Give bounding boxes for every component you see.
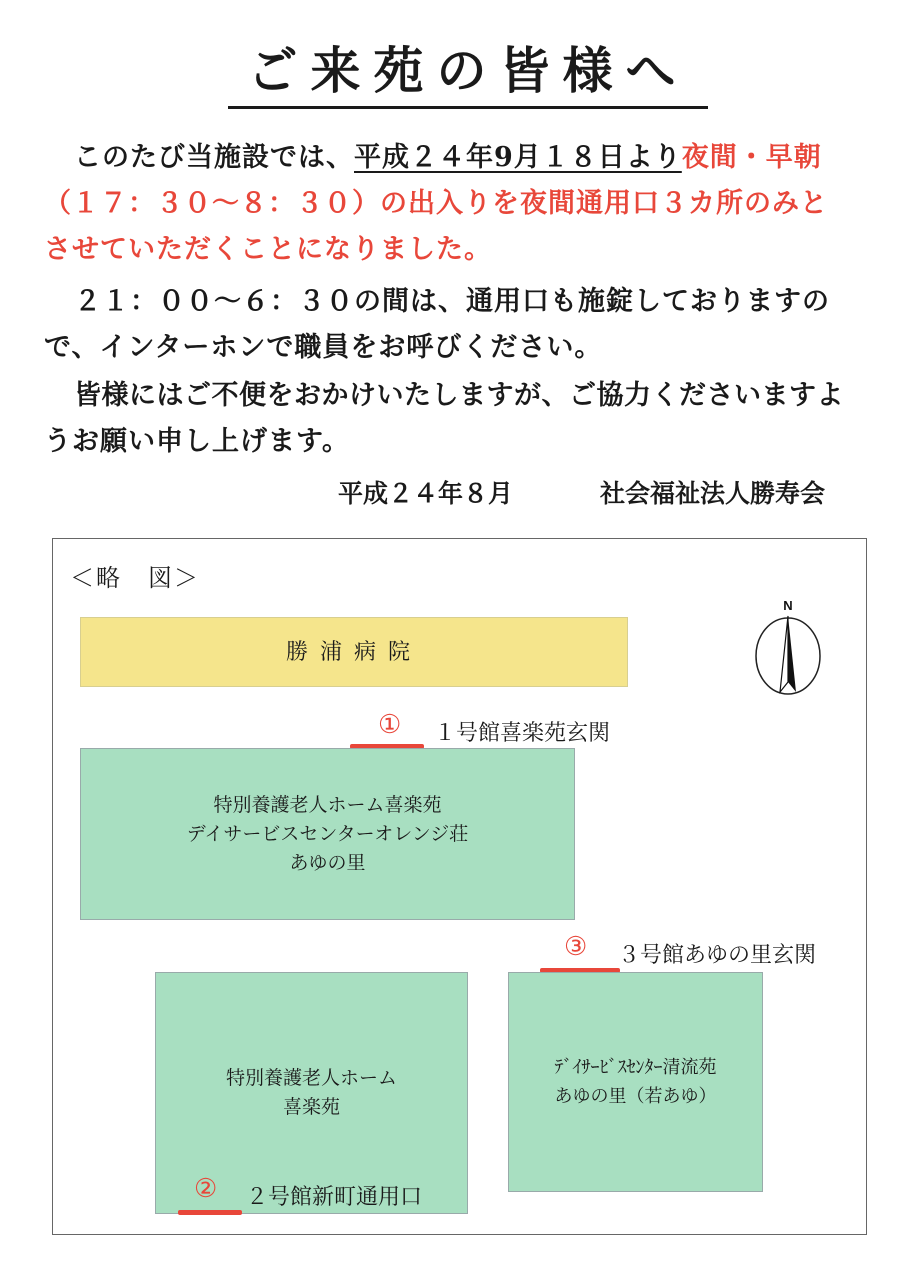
entrance-1-number: ① [378, 710, 402, 740]
compass-n-label: N [783, 598, 793, 613]
building-1-line-3: あゆの里 [289, 851, 366, 874]
hospital-building [80, 617, 628, 687]
building-2-line-1: 特別養護老人ホーム [225, 1067, 397, 1089]
paragraph-2-line-1: ２１：００～６：３０の間は、通用口も施錠しておりますの [74, 286, 830, 317]
signature-date: 平成２４年８月 [338, 479, 514, 508]
hospital-label: 勝浦病院 [285, 639, 422, 665]
paragraph-1-line-3: させていただくことになりました。 [44, 234, 492, 265]
entrance-3-number: ③ [564, 932, 588, 962]
north-compass-icon [752, 596, 824, 696]
building-3-line-2: あゆの里（若あゆ） [554, 1086, 717, 1107]
building-1-line-2: デイサービスセンターオレンジ荘 [186, 822, 469, 845]
building-3-line-1: ﾃﾞｲｻｰﾋﾞｽｾﾝﾀｰ清流苑 [554, 1057, 717, 1078]
paragraph-3-line-1: 皆様にはご不便をおかけいたしますが、ご協力くださいますよ [74, 380, 844, 411]
building-1-line-1: 特別養護老人ホーム喜楽苑 [213, 793, 442, 816]
signature-org: 社会福祉法人勝寿会 [600, 479, 826, 508]
paragraph-1-line-1 [74, 138, 822, 178]
entrance-2-marker [178, 1210, 242, 1215]
building-1 [80, 748, 575, 920]
p1-date-text: 平成２４年9月１８日より [354, 142, 682, 173]
entrance-3-label: ３号館あゆの里玄関 [618, 943, 817, 968]
building-3 [508, 972, 763, 1192]
p1-text-a: このたび当施設では、 [74, 142, 354, 173]
p1-night-text: 夜間・早朝 [681, 142, 822, 173]
entrance-2-number: ② [194, 1174, 218, 1204]
entrance-1-label: １号館喜楽苑玄関 [434, 721, 611, 746]
paragraph-3-line-2: うお願い申し上げます。 [44, 426, 350, 457]
building-2-line-2: 喜楽苑 [282, 1096, 340, 1118]
paragraph-1-line-2: （１７：３０～８：３０）の出入りを夜間通用口３カ所のみと [44, 188, 828, 219]
paragraph-2-line-2: で、インターホンで職員をお呼びください。 [44, 332, 603, 363]
page-title: ご来苑の皆様へ [228, 36, 708, 109]
entrance-2-label: ２号館新町通用口 [246, 1185, 423, 1210]
map-label: ＜略 図＞ [70, 564, 200, 592]
